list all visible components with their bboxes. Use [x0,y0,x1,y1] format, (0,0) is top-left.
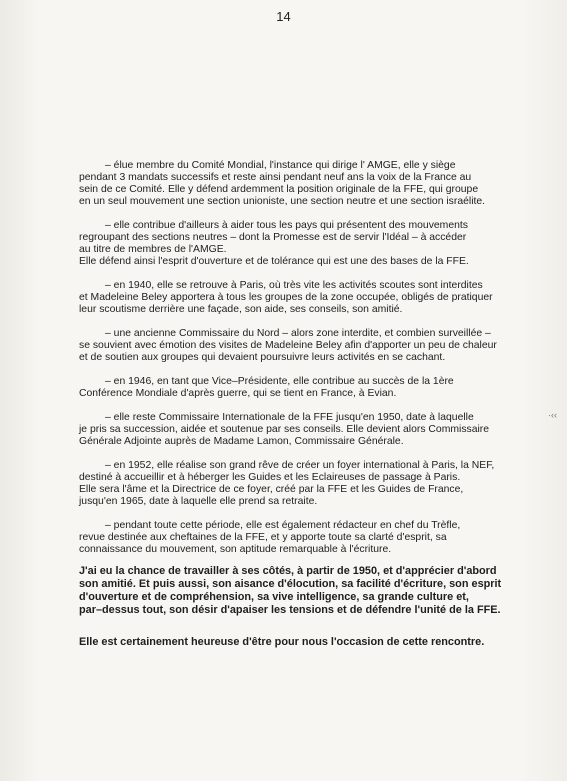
text-line: en un seul mouvement une section unioniste, une section neutre et une section israélite. [79,196,486,207]
text-line: d'ouverture et de compréhension, sa vive intelligence, sa grande culture et, [79,591,469,603]
paragraph-1952-nef [79,460,511,508]
text-line: – pendant toute cette période, elle est également rédacteur en chef du Trèfle, [105,520,461,531]
text-line: se souvient avec émotion des visites de Madeleine Beley afin d'apporter un peu de chaleur [79,340,497,351]
text-line: jusqu'en 1965, date à laquelle elle prend sa retraite. [79,496,318,507]
text-line: – elle contribue d'ailleurs à aider tous les pays qui présentent des mouvements [105,220,468,231]
text-line: – en 1940, elle se retrouve à Paris, où très vite les activités scoutes sont interdites [105,280,483,291]
closing-paragraph-tribute [79,565,519,617]
text-line: son amitié. Et puis aussi, son aisance d'élocution, sa facilité d'écriture, son esprit [79,578,502,590]
text-line: – élue membre du Comité Mondial, l'instance qui dirige l' AMGE, elle y siège [105,160,456,171]
scan-mark: ·‹‹ [548,410,557,420]
text-line: regroupant des sections neutres – dont la Promesse est de servir l'Idéal – à accéder [79,232,467,243]
paragraph-1940 [79,280,511,316]
text-line: et de soutien aux groupes qui devaient poursuivre leurs activités en se cachant. [79,352,446,363]
text-line: Conférence Mondiale d'après guerre, qui se tient en France, à Evian. [79,388,397,399]
text-line: J'ai eu la chance de travailler à ses côtés, à partir de 1950, et d'apprécier d'abord [79,565,497,577]
paragraph-sections-neutres [79,220,511,268]
text-line: Elle défend ainsi l'esprit d'ouverture et de tolérance qui est une des bases de la FFE. [79,256,469,267]
text-line: – en 1946, en tant que Vice–Présidente, elle contribue au succès de la 1ère [105,376,454,387]
page-number: 14 [276,9,291,24]
text-line: au titre de membres de l'AMGE. [79,244,227,255]
text-line: pendant 3 mandats successifs et reste ainsi pendant neuf ans la voix de la France au [79,172,472,183]
text-line: et Madeleine Beley apportera à tous les groupes de la zone occupée, obligés de pratiquer [79,292,493,303]
paragraph-commissaire-internationale [79,412,511,448]
text-line: Générale Adjointe auprès de Madame Lamon, Commissaire Générale. [79,436,404,447]
body-text [79,160,511,568]
paragraph-commissaire-nord [79,328,511,364]
paragraph-comite-mondial [79,160,511,208]
text-line: Elle sera l'âme et la Directrice de ce foyer, créé par la FFE et les Guides de France, [79,484,464,495]
text-line: connaissance du mouvement, son aptitude remarquable à l'écriture. [79,544,392,555]
text-line: par–dessus tout, son désir d'apaiser les tensions et de défendre l'unité de la FFE. [79,604,501,616]
text-line: Elle est certainement heureuse d'être pour nous l'occasion de cette rencontre. [79,636,485,648]
text-line: revue destinée aux cheftaines de la FFE, et y apporte toute sa clarté d'esprit, sa [79,532,447,543]
text-line: – elle reste Commissaire Internationale de la FFE jusqu'en 1950, date à laquelle [105,412,474,423]
paragraph-trefle [79,520,511,556]
closing-paragraph-rencontre [79,636,519,649]
text-line: destiné à accueillir et à héberger les Guides et les Eclaireuses de passage à Paris. [79,472,461,483]
text-line: je pris sa succession, aidée et soutenue par ses conseils. Elle devient alors Commissaire [79,424,490,435]
paragraph-1946 [79,376,511,400]
text-line: – en 1952, elle réalise son grand rêve de créer un foyer international à Paris, la NEF, [105,460,495,471]
text-line: sein de ce Comité. Elle y défend ardemment la position originale de la FFE, qui groupe [79,184,479,195]
text-line: leur scoutisme derrière une façade, son aide, ses conseils, son amitié. [79,304,403,315]
text-line: – une ancienne Commissaire du Nord – alors zone interdite, et combien surveillée – [105,328,491,339]
